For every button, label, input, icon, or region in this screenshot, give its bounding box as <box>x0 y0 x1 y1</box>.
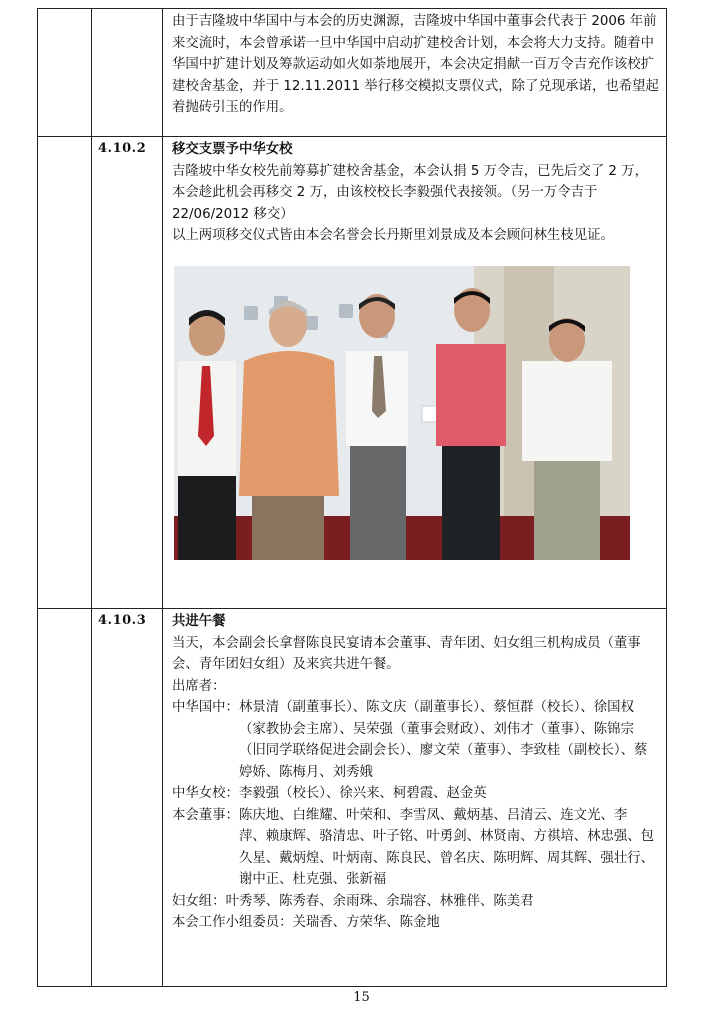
section-title: 共进午餐 <box>172 614 226 629</box>
attendee-group <box>172 697 660 783</box>
attendee-group <box>172 912 660 934</box>
section-content <box>163 609 667 987</box>
paragraph: 由于吉隆坡中华国中与本会的历史渊源，吉隆坡中华国中董事会代表于 2006 年前来交流时，本会曾承诺一旦中华国中启动扩建校舍计划，本会将大力支持。随着中华国中扩建计划及筹款运动如火如荼地展开，本会决定捐献一百万令吉充作该校扩建校舍基金，并于 12.11.2011 举行移交模拟支票仪式，除了兑现承诺，也希望起着抛砖引玉的作用。 <box>172 14 659 115</box>
blank-cell <box>38 9 92 137</box>
paragraph: 以上两项移交仪式皆由本会名誉会长丹斯里刘景成及本会顾问林生枝见证。 <box>172 228 614 243</box>
blank-cell <box>38 137 92 609</box>
section-number <box>92 9 163 137</box>
paragraph: 出席者： <box>172 678 226 694</box>
table-row <box>38 609 667 987</box>
section-number: 4.10.3 <box>92 609 163 987</box>
attendee-group <box>172 891 660 913</box>
section-title: 移交支票予中华女校 <box>172 142 293 157</box>
attendee-group <box>172 805 660 891</box>
blank-cell <box>38 609 92 987</box>
attendee-group-label: 妇女组： <box>172 893 226 909</box>
attendee-group-names: 叶秀琴、陈秀春、余雨珠、余瑞容、林雅伴、陈美君 <box>225 893 534 909</box>
section-number: 4.10.2 <box>92 137 163 609</box>
cheque-handover-photo <box>174 266 630 560</box>
paragraph: 吉隆坡中华女校先前筹募扩建校舍基金，本会认捐 5 万令吉，已先后交了 2 万，本会趁此机会再移交 2 万，由该校校长李毅强代表接领。（另一万令吉于 22/06/2012 移交） <box>172 163 648 222</box>
attendee-group-names: 陈庆地、白维耀、叶荣和、李雪凤、戴炳基、吕清云、连文光、李 萍、赖康辉、骆清忠、叶子铭、叶勇剑、林贤南、方祺培、林忠强、包久星、戴炳煌、叶炳南、陈良民、曾名庆、陈明辉、周其辉、强壮行、谢中正、杜克强、张新福 <box>238 807 655 887</box>
attendee-group-names: 林景清（副董事长）、陈文庆（副董事长）、蔡恒群（校长）、徐国权（家教协会主席）、吴荣强（董事会财政）、刘伟才（董事）、陈锦宗（旧同学联络促进会副会长）、廖文荣（董事）、李致桂（副校长）、蔡婷娇、陈梅月、刘秀娥 <box>238 700 648 780</box>
section-content <box>163 9 667 137</box>
attendee-group <box>172 783 660 805</box>
section-content <box>163 137 667 609</box>
attendee-group-names: 李毅强（校长）、徐兴来、柯碧霞、赵金英 <box>238 786 487 801</box>
report-table <box>37 8 667 987</box>
photo-illustration <box>174 266 630 560</box>
table-row <box>38 9 667 137</box>
attendee-group-label: 本会工作小组委员： <box>172 915 293 930</box>
attendee-group-label: 中华女校： <box>172 786 239 801</box>
attendee-group-label: 中华国中： <box>172 700 239 715</box>
attendee-group-label: 本会董事： <box>172 807 239 823</box>
page-number: 15 <box>353 990 370 1005</box>
table-row <box>38 137 667 609</box>
attendee-group-names: 关瑞香、方荣华、陈金地 <box>292 915 440 930</box>
paragraph: 当天，本会副会长拿督陈良民宴请本会董事、青年团、妇女组三机构成员（董事会、青年团妇女组）及来宾共进午餐。 <box>172 635 641 672</box>
